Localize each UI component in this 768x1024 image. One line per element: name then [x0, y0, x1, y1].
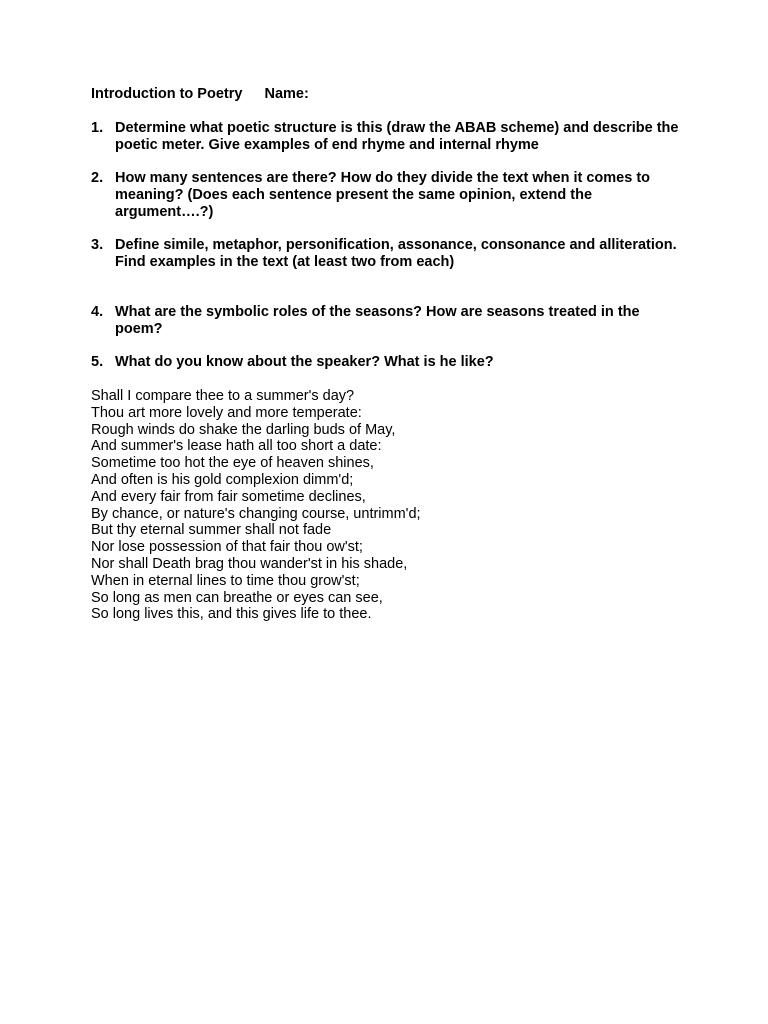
poem-line: Nor lose possession of that fair thou ow'st;	[91, 539, 363, 556]
poem-line: And often is his gold complexion dimm'd;	[91, 471, 354, 488]
question-text: How many sentences are there? How do they divide the text when it comes to meaning? (Does each sentence present the same opinion, extend the argument….?)	[115, 170, 651, 220]
question-number: 5.	[91, 354, 104, 370]
poem-line: When in eternal lines to time thou grow'st;	[91, 572, 360, 589]
question-item-3	[91, 237, 691, 271]
poem-line: So long as men can breathe or eyes can see,	[91, 589, 383, 606]
question-item-5	[91, 354, 691, 371]
poem-line: Sometime too hot the eye of heaven shines,	[91, 455, 374, 472]
question-number: 1.	[91, 120, 104, 136]
worksheet-header	[91, 86, 309, 103]
question-item-2	[91, 170, 691, 221]
question-text: Define simile, metaphor, personification, assonance, consonance and alliteration. Find examples in the text (at least two from each)	[115, 237, 677, 270]
worksheet-title: Introduction to Poetry	[91, 86, 243, 102]
question-item-4	[91, 304, 691, 338]
poem-line: But thy eternal summer shall not fade	[91, 522, 332, 539]
poem-line: Thou art more lovely and more temperate:	[91, 404, 362, 421]
poem-text	[91, 388, 421, 623]
poem-line: And summer's lease hath all too short a date:	[91, 438, 382, 455]
poem-line: Shall I compare thee to a summer's day?	[91, 388, 355, 404]
question-number: 3.	[91, 237, 104, 253]
poem-line: So long lives this, and this gives life to thee.	[91, 606, 372, 623]
poem-line: By chance, or nature's changing course, untrimm'd;	[91, 505, 421, 522]
question-text: Determine what poetic structure is this (draw the ABAB scheme) and describe the poetic meter. Give examples of end rhyme and internal rhyme	[115, 120, 679, 153]
question-list	[91, 120, 691, 387]
question-text: What do you know about the speaker? What is he like?	[115, 354, 494, 370]
poem-line: Nor shall Death brag thou wander'st in his shade,	[91, 555, 408, 572]
poem-line: And every fair from fair sometime declines,	[91, 488, 366, 505]
poem-line: Rough winds do shake the darling buds of May,	[91, 421, 396, 438]
name-label: Name:	[264, 86, 309, 102]
question-item-1	[91, 120, 691, 154]
question-number: 2.	[91, 170, 104, 186]
question-number: 4.	[91, 304, 104, 320]
question-text: What are the symbolic roles of the seasons? How are seasons treated in the poem?	[115, 304, 640, 337]
